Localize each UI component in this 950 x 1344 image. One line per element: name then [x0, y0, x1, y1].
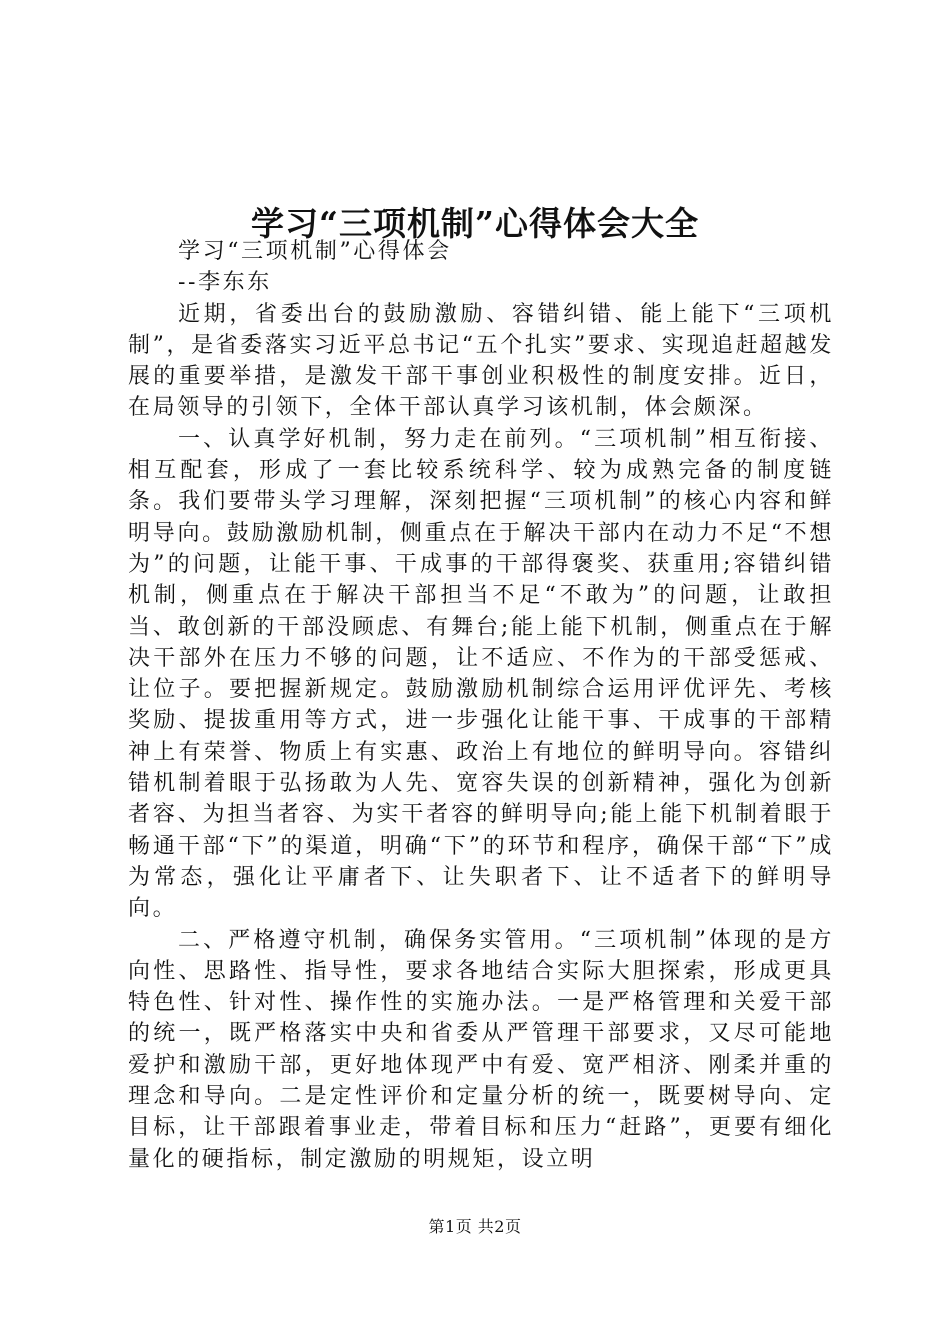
page-footer: 第1页 共2页 [428, 1217, 522, 1236]
paragraph-intro: 近期，省委出台的鼓励激励、容错纠错、能上能下“三项机制”，是省委落实习近平总书记“五个扎实”要求、实现追赶超越发展的重要举措，是激发干部干事创业积极性的制度安排。近日，在局领导的引领下，全体干部认真学习该机制，体会颇深。 [128, 301, 834, 421]
document-title: 学习“三项机制”心得体会大全 [251, 204, 699, 244]
document-body [128, 236, 834, 1175]
paragraph-section-one: 一、认真学好机制，努力走在前列。“三项机制”相互衔接、相互配套，形成了一套比较系统科学、较为成熟完备的制度链条。我们要带头学习理解，深刻把握“三项机制”的核心内容和鲜明导向。鼓励激励机制，侧重点在于解决干部内在动力不足“不想为”的问题，让能干事、干成事的干部得褒奖、获重用;容错纠错机制，侧重点在于解决干部担当不足“不敢为”的问题，让敢担当、敢创新的干部没顾虑、有舞台;能上能下机制，侧重点在于解决干部外在压力不够的问题，让不适应、不作为的干部受惩戒、让位子。要把握新规定。鼓励激励机制综合运用评优评先、考核奖励、提拔重用等方式，进一步强化让能干事、干成事的干部精神上有荣誉、物质上有实惠、政治上有地位的鲜明导向。容错纠错机制着眼于弘扬敢为人先、宽容失误的创新精神，强化为创新者容、为担当者容、为实干者容的鲜明导向;能上能下机制着眼于畅通干部“下”的渠道，明确“下”的环节和程序，确保干部“下”成为常态，强化让平庸者下、让失职者下、让不适者下的鲜明导向。 [128, 426, 834, 922]
document-author: --李东东 [178, 270, 272, 296]
document-subtitle: 学习“三项机制”心得体会 [178, 239, 452, 264]
paragraph-section-two: 二、严格遵守机制，确保务实管用。“三项机制”体现的是方向性、思路性、指导性，要求各地结合实际大胆探索，形成更具特色性、针对性、操作性的实施办法。一是严格管理和关爱干部的统一，既严格落实中央和省委从严管理干部要求，又尽可能地爱护和激励干部，更好地体现严中有爱、宽严相济、刚柔并重的理念和导向。二是定性评价和定量分析的统一，既要树导向、定目标，让干部跟着事业走，带着目标和压力“赶路”，更要有细化量化的硬指标，制定激励的明规矩，设立明 [128, 927, 834, 1172]
